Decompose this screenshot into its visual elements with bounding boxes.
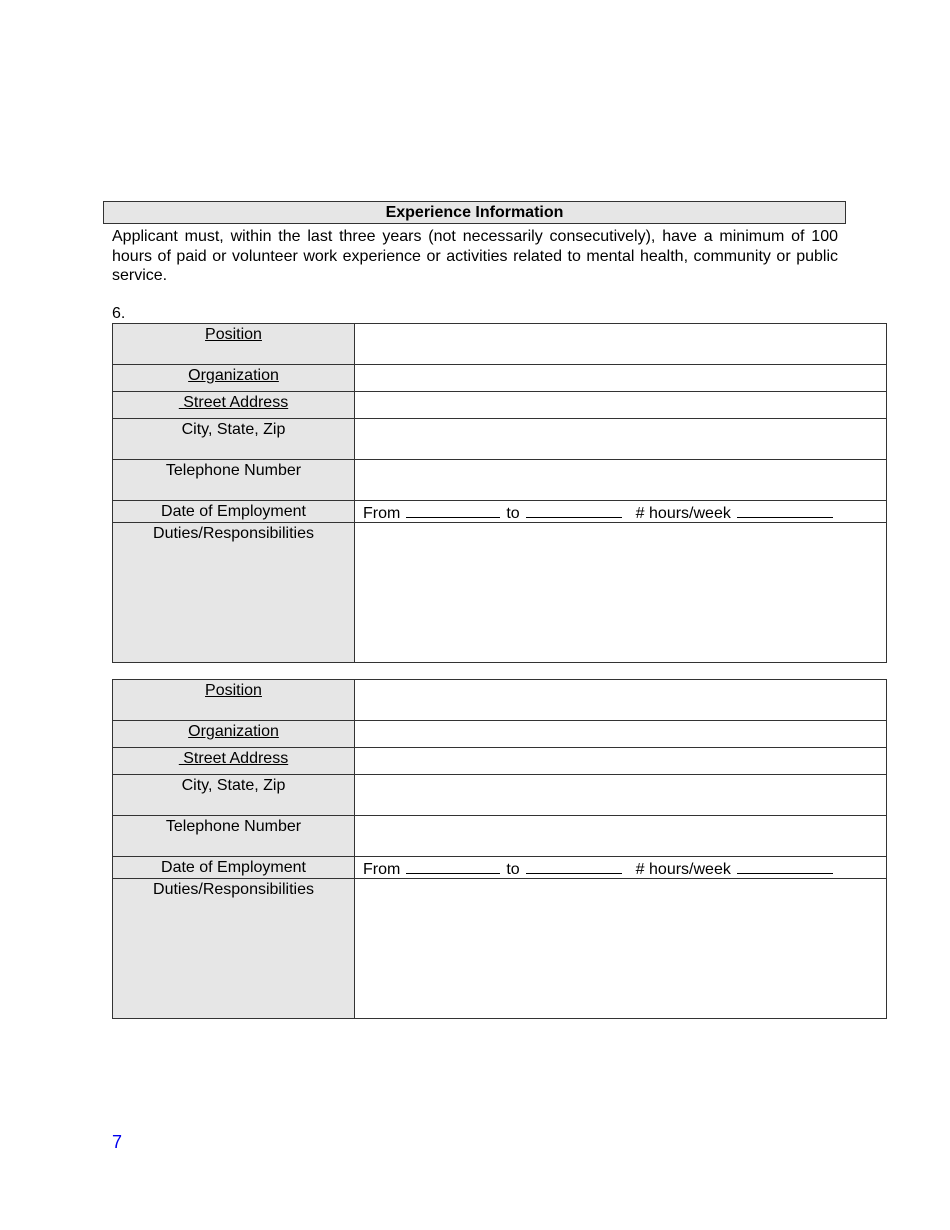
city-state-zip-label: City, State, Zip bbox=[113, 775, 355, 816]
hours-week-blank[interactable] bbox=[737, 859, 833, 874]
street-address-field[interactable] bbox=[355, 392, 887, 419]
date-of-employment-field bbox=[355, 501, 887, 523]
to-date-blank[interactable] bbox=[526, 503, 622, 518]
experience-table-2 bbox=[112, 679, 887, 1019]
experience-table-1 bbox=[112, 323, 887, 663]
telephone-field[interactable] bbox=[355, 816, 887, 857]
date-of-employment-label: Date of Employment bbox=[113, 501, 355, 523]
hours-week-blank[interactable] bbox=[737, 503, 833, 518]
date-of-employment-label: Date of Employment bbox=[113, 857, 355, 879]
from-label: From bbox=[363, 505, 401, 522]
hours-week-label: # hours/week bbox=[635, 505, 731, 522]
position-label: Position bbox=[113, 324, 355, 365]
organization-label: Organization bbox=[113, 365, 355, 392]
from-date-blank[interactable] bbox=[406, 503, 500, 518]
date-of-employment-field bbox=[355, 857, 887, 879]
organization-field[interactable] bbox=[355, 721, 887, 748]
position-label: Position bbox=[113, 680, 355, 721]
intro-text: Applicant must, within the last three years (not necessarily consecutively), have a minimum of 100 hours of paid or volunteer work experience or activities related to mental health, community or public service. bbox=[112, 228, 838, 284]
organization-field[interactable] bbox=[355, 365, 887, 392]
telephone-label: Telephone Number bbox=[113, 460, 355, 501]
street-address-field[interactable] bbox=[355, 748, 887, 775]
position-field[interactable] bbox=[355, 324, 887, 365]
section-title: Experience Information bbox=[103, 201, 846, 224]
hours-week-label: # hours/week bbox=[635, 861, 731, 878]
from-label: From bbox=[363, 861, 401, 878]
duties-field[interactable] bbox=[355, 523, 887, 663]
to-date-blank[interactable] bbox=[526, 859, 622, 874]
telephone-label: Telephone Number bbox=[113, 816, 355, 857]
street-address-label: Street Address bbox=[113, 392, 355, 419]
telephone-field[interactable] bbox=[355, 460, 887, 501]
duties-field[interactable] bbox=[355, 879, 887, 1019]
street-address-label: Street Address bbox=[113, 748, 355, 775]
to-label: to bbox=[506, 861, 520, 878]
from-date-blank[interactable] bbox=[406, 859, 500, 874]
to-label: to bbox=[506, 505, 520, 522]
city-state-zip-field[interactable] bbox=[355, 775, 887, 816]
duties-label: Duties/Responsibilities bbox=[113, 523, 355, 663]
organization-label: Organization bbox=[113, 721, 355, 748]
duties-label: Duties/Responsibilities bbox=[113, 879, 355, 1019]
item-number: 6. bbox=[112, 305, 126, 322]
city-state-zip-field[interactable] bbox=[355, 419, 887, 460]
position-field[interactable] bbox=[355, 680, 887, 721]
city-state-zip-label: City, State, Zip bbox=[113, 419, 355, 460]
page-number: 7 bbox=[112, 1132, 123, 1152]
